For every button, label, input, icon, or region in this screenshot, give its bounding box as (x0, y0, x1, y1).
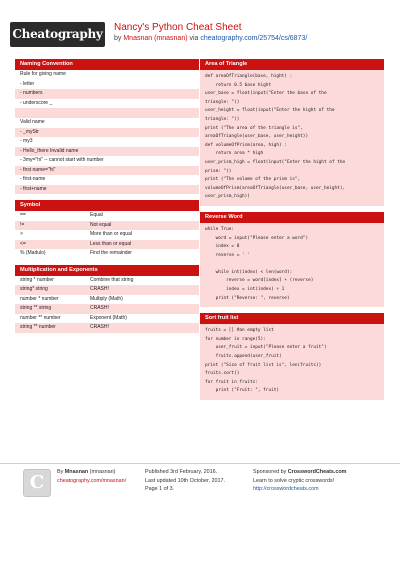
multiplication-row-meaning: CRASH! (90, 286, 109, 292)
code-line: for fruit in fruits: (205, 379, 258, 385)
footer-author-block (57, 468, 126, 485)
multiplication-row (15, 276, 199, 286)
footer-sponsor (253, 468, 346, 494)
naming-item: - underscore _ (20, 99, 53, 106)
symbol-row-operator: > (20, 231, 23, 237)
code-line: triangle: ")) (205, 116, 240, 122)
footer (0, 463, 400, 511)
multiplication-row-operator: string ** string (20, 305, 52, 311)
symbol-row (15, 221, 199, 231)
multiplication-row-operator: number ** number (20, 314, 61, 321)
by-prefix: by (114, 35, 124, 42)
symbol-section (15, 200, 199, 259)
code-line: reverse = word[index] + (reverse) (205, 278, 314, 284)
sponsor-tagline: Learn to solve cryptic crosswords! (253, 477, 335, 484)
footer-dates (145, 468, 225, 494)
symbol-row (15, 230, 199, 240)
footer-by: By (57, 469, 65, 475)
footer-author-name: Mnasnan (64, 469, 89, 475)
symbol-row (15, 240, 199, 250)
code-line: fruits.append(user_fruit) (205, 354, 282, 360)
code-line: user_prism_high)) (205, 194, 250, 200)
code-line: print ("The area of the triangle is", (205, 125, 303, 131)
symbol-row-operator: != (20, 221, 25, 228)
naming-item: - _myStr (15, 128, 199, 138)
code-line: fruits = [] #an empty list (205, 328, 274, 334)
area-of-triangle-code (200, 70, 384, 206)
reverse-word-heading: Reverse Word (200, 212, 384, 223)
left-column (15, 59, 199, 339)
multiplication-row (15, 314, 199, 324)
naming-convention-section (15, 59, 199, 194)
code-line: fruits.sort() (205, 371, 240, 377)
naming-list (15, 70, 199, 194)
multiplication-row (15, 323, 199, 333)
cheatography-logo[interactable] (10, 22, 105, 47)
code-line: def volumeOfPrism(area, high) : (205, 142, 287, 148)
symbol-heading: Symbol (15, 200, 199, 211)
symbol-row-meaning: Less than or equal (90, 240, 132, 247)
symbol-row-meaning: Find the remainder (90, 250, 132, 256)
sort-fruit-heading: Sort fruit list (200, 313, 384, 324)
code-line: return area * high (205, 151, 264, 157)
sponsor-name[interactable]: CrosswordCheats.com (287, 469, 347, 475)
multiplication-row-operator: number * number (20, 295, 59, 302)
reverse-word-code (200, 223, 384, 307)
code-line: areaOfTriangle(user_base, user_height)) (205, 134, 309, 140)
sort-fruit-code (200, 324, 384, 400)
naming-item: Rule for giving name (20, 71, 66, 77)
multiplication-row-meaning: CRASH! (90, 305, 109, 311)
via-text: via (187, 35, 201, 42)
multiplication-row-operator: string * number (20, 276, 54, 283)
page-number: Page 1 of 3. (145, 486, 175, 492)
sort-fruit-section (200, 313, 384, 400)
sponsor-prefix: Sponsored by (253, 469, 288, 475)
code-line: index = int(index) + 1 (205, 287, 285, 293)
naming-item: - my3 (20, 138, 33, 144)
code-line: return 0.5 base hight (205, 82, 272, 88)
multiplication-section (15, 265, 199, 333)
symbol-row-operator: % (Madulo) (20, 250, 46, 256)
code-line: while int(index) < len(word): (205, 269, 293, 275)
naming-item: - numbers (15, 89, 199, 99)
code-line: word = input("Please enter a word") (205, 235, 309, 241)
multiplication-row (15, 295, 199, 305)
naming-item: - first-name (20, 176, 46, 182)
naming-item: Valid name (20, 119, 45, 125)
code-line: triangle: ")) (205, 99, 240, 105)
area-of-triangle-section (200, 59, 384, 206)
footer-author-link[interactable]: cheatography.com/mnasnan/ (57, 477, 127, 484)
multiplication-row-operator: string ** number (20, 324, 56, 330)
naming-item: - letter (20, 80, 35, 87)
sponsor-link[interactable]: http://crosswordcheats.com (253, 486, 319, 492)
sheet-title: Nancy's Python Cheat Sheet (114, 22, 242, 33)
symbol-row-meaning: Equal (90, 212, 103, 218)
symbol-table (15, 211, 199, 259)
naming-item: - 3my="hi" -- cannot start with number (20, 157, 104, 163)
code-line: index = 0 (205, 244, 240, 250)
code-line: user_prism_high = float(input("Enter the hight of the (205, 159, 346, 165)
sheet-byline (114, 35, 307, 42)
naming-item: - Hello_there Invalid name (15, 147, 199, 157)
avatar-letter: C (29, 472, 45, 493)
symbol-row-operator: == (20, 212, 26, 218)
code-line: while True: (205, 226, 235, 232)
multiplication-row-meaning: Multiply (Math) (90, 295, 123, 302)
naming-item (15, 108, 199, 118)
published-date: Published 3rd February, 2016. (145, 469, 218, 475)
symbol-row (15, 249, 199, 259)
code-line: print ("Fruit: ", fruit) (205, 388, 280, 394)
naming-item: - first name="hi" (15, 166, 199, 176)
code-line: print ("The volume of the prism is", (205, 177, 301, 183)
author-avatar[interactable] (23, 469, 51, 497)
multiplication-row-meaning: Combine that string (90, 276, 134, 283)
header (0, 0, 400, 54)
code-line: user_height = float(input("Enter the hight of the (205, 108, 335, 114)
symbol-row-operator: <= (20, 240, 26, 247)
logo-text: Cheatography (12, 27, 103, 41)
updated-date: Last updated 10th October, 2017. (145, 477, 226, 484)
multiplication-row (15, 285, 199, 295)
multiplication-row-meaning: Exponent (Math) (90, 314, 127, 321)
symbol-row (15, 211, 199, 221)
naming-item: - first+name (15, 185, 199, 195)
symbol-row-meaning: Not equal (90, 221, 112, 228)
code-line: volumeOfPrism(areaOfTriangle(user_base, user_height), (205, 185, 346, 191)
multiplication-row (15, 304, 199, 314)
code-line (205, 260, 380, 269)
code-line: prism: ")) (205, 168, 232, 174)
code-line: def areaOfTriangle(base, hight) : (205, 74, 293, 79)
symbol-row-meaning: More than or equal (90, 231, 132, 237)
multiplication-row-meaning: CRASH! (90, 324, 109, 330)
code-line: user_fruit = input("Please enter a fruit") (205, 345, 327, 351)
right-column (200, 59, 384, 406)
code-line: for number in range(5): (205, 336, 266, 342)
code-line: reverse = ' ' (205, 252, 250, 258)
area-of-triangle-heading: Area of Triangle (200, 59, 384, 70)
code-line: print ("Reverse: ", reverse) (205, 295, 290, 301)
author-link[interactable]: Mnasnan (mnasnan) (123, 35, 188, 42)
multiplication-table (15, 276, 199, 333)
naming-convention-heading: Naming Convention (15, 59, 199, 70)
sheet-url-link[interactable]: cheatography.com/25754/cs/6873/ (200, 35, 308, 42)
multiplication-heading: Multiplication and Exponents (15, 265, 199, 276)
reverse-word-section (200, 212, 384, 307)
footer-author-handle: (mnasnan) (88, 469, 116, 475)
code-line: user_base = float(input("Enter the base of the (205, 91, 327, 97)
code-line: print ("Size of fruit list is", len(fruits)) (205, 362, 322, 368)
multiplication-row-operator: string* string (20, 286, 48, 292)
